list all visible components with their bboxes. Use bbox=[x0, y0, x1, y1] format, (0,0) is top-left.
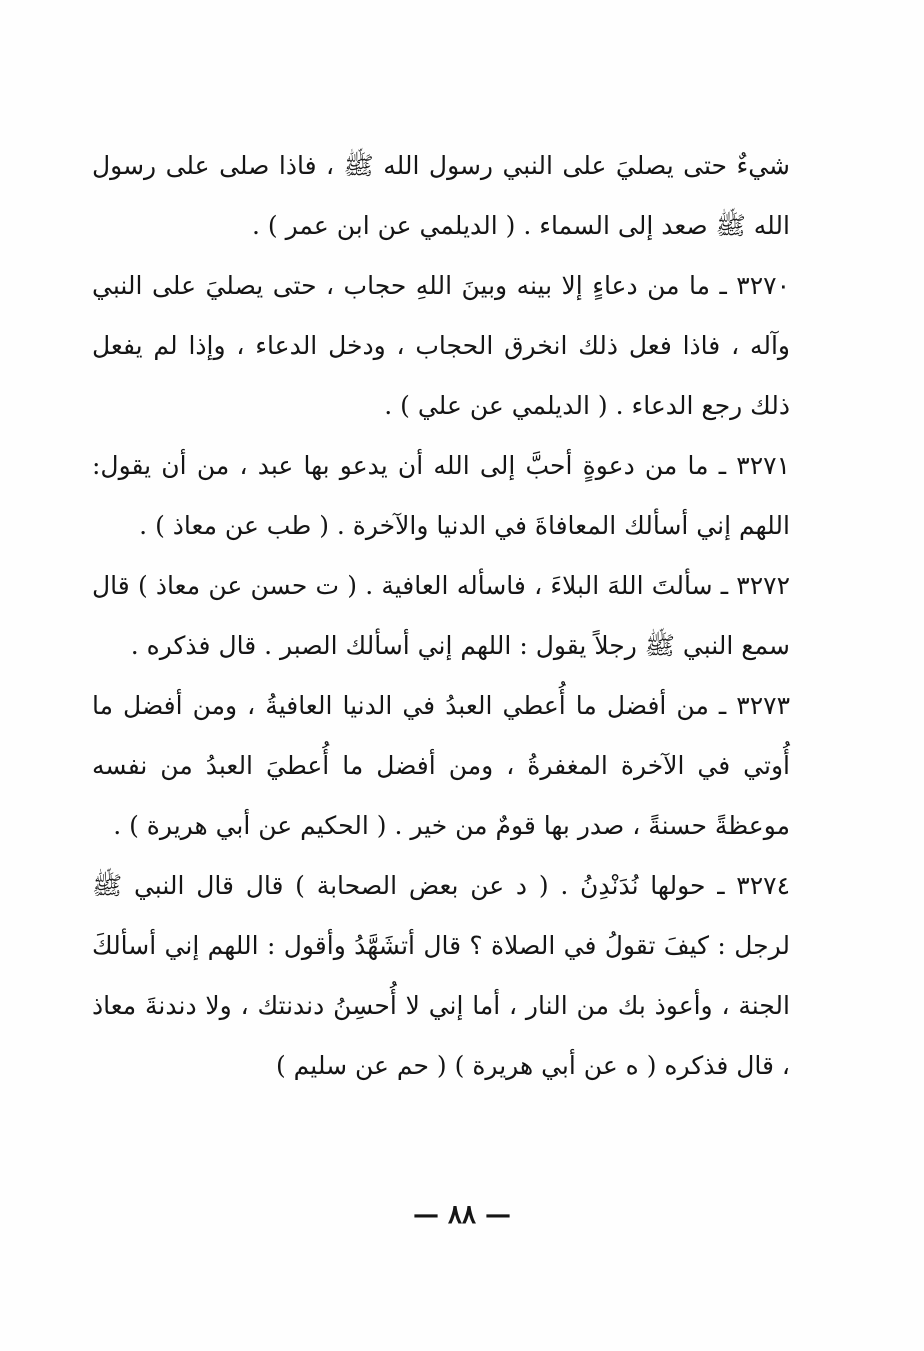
hadith-3273: ٣٢٧٣ ـ من أفضل ما أُعطي العبدُ في الدنيا العافيةُ ، ومن أفضل ما أُوتي في الآخرة المغفرةُ ، ومن أفضل ما أُعطيَ العبدُ من نفسه موعظةً حسنةً ، صدر بها قومٌ من خير . ( الحكيم عن أبي هريرة ) . bbox=[92, 691, 790, 840]
page-number: — ٨٨ — bbox=[412, 1200, 512, 1230]
hadith-3272: ٣٢٧٢ ـ سألتَ اللهَ البلاءَ ، فاسأله العافية . ( ت حسن عن معاذ ) قال سمع النبي ﷺ رجلاً يقول : اللهم إني أسألك الصبر . قال فذكره . bbox=[92, 571, 790, 660]
hadith-3270: ٣٢٧٠ ـ ما من دعاءٍ إلا بينه وبينَ اللهِ حجاب ، حتى يصليَ على النبي وآله ، فاذا فعل ذلك انخرق الحجاب ، ودخل الدعاء ، وإذا لم يفعل ذلك رجع الدعاء . ( الديلمي عن علي ) . bbox=[92, 271, 790, 420]
hadith-text-block bbox=[92, 136, 790, 1096]
hadith-3274: ٣٢٧٤ ـ حولها نُدَنْدِنُ . ( د عن بعض الصحابة ) قال قال النبي ﷺ لرجل : كيفَ تقولُ في الصلاة ؟ قال أتشَهَّدُ وأقول : اللهم إني أسألكَ الجنة ، وأعوذ بك من النار ، أما إني لا أُحسِنُ دندنتك ، ولا دندنةَ معاذ ، قال فذكره ( ه عن أبي هريرة ) ( حم عن سليم ) bbox=[92, 871, 790, 1080]
hadith-3271: ٣٢٧١ ـ ما من دعوةٍ أحبَّ إلى الله أن يدعو بها عبد ، من أن يقول: اللهم إني أسألك المعافاةَ في الدنيا والآخرة . ( طب عن معاذ ) . bbox=[92, 451, 790, 540]
paragraph-continuation: شيءٌ حتى يصليَ على النبي رسول الله ﷺ ، فاذا صلى على رسول الله ﷺ صعد إلى السماء . ( الديلمي عن ابن عمر ) . bbox=[92, 151, 790, 240]
